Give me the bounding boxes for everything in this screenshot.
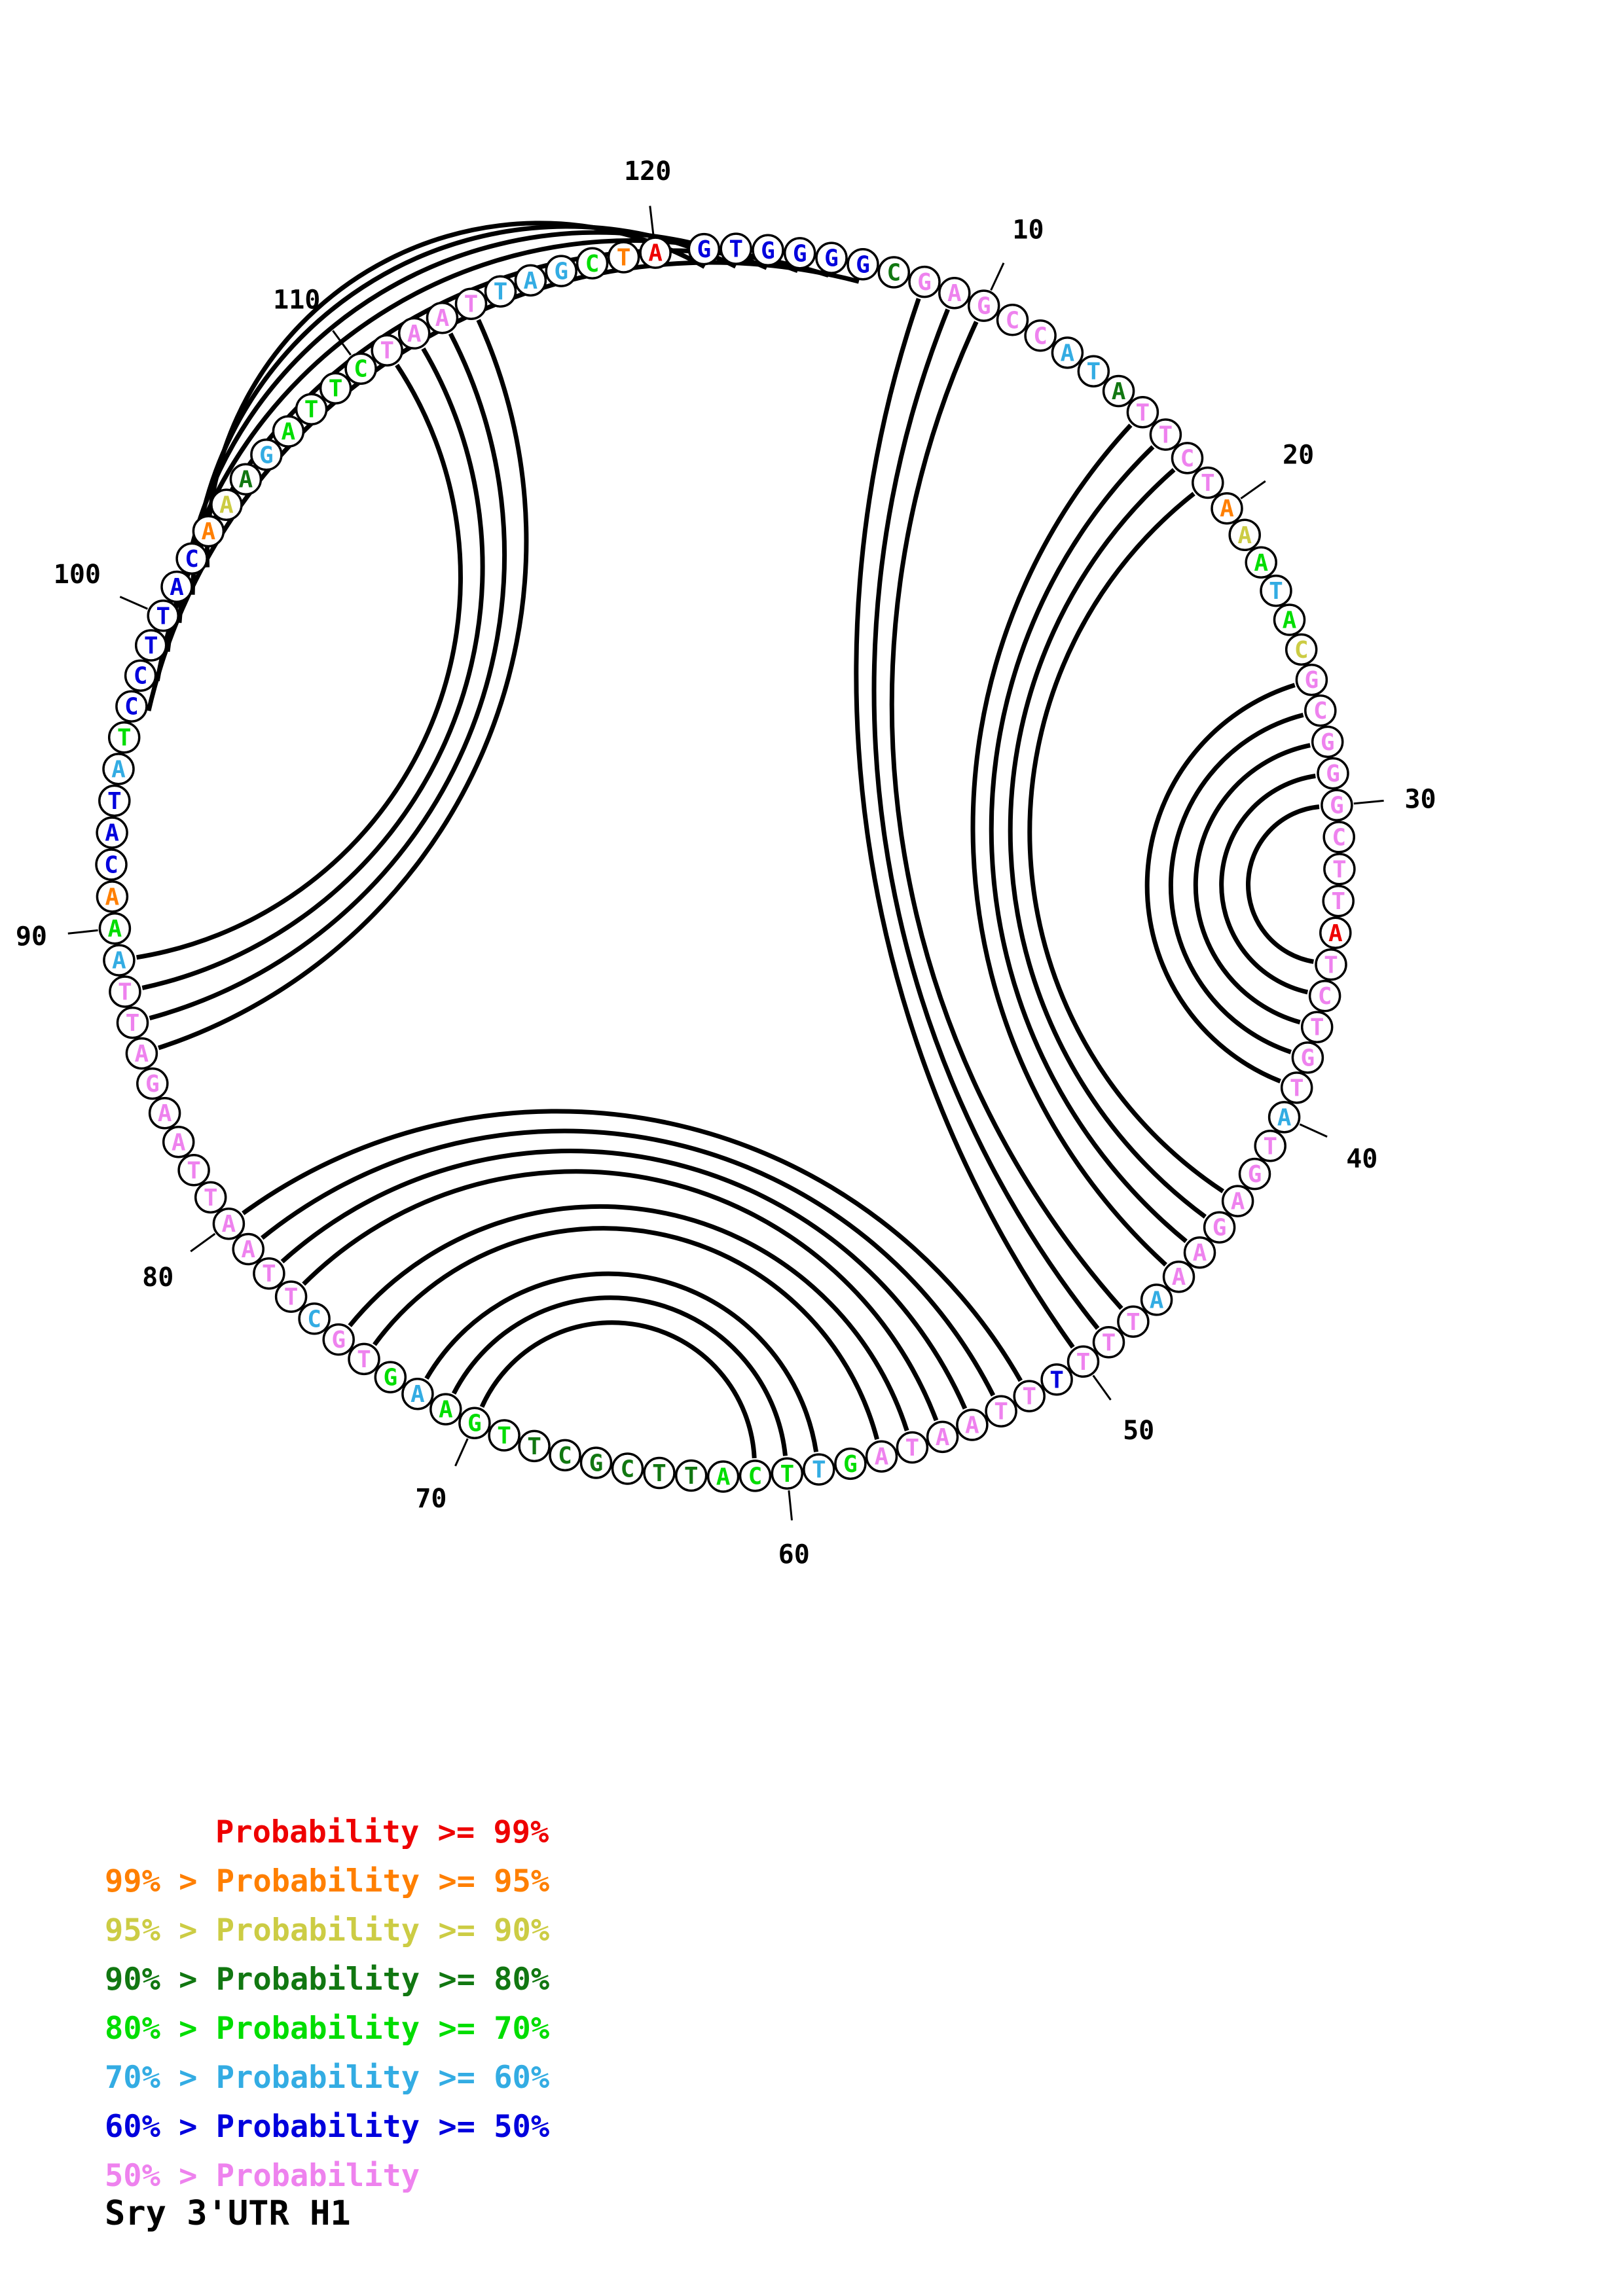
- nucleotide-letter-82: T: [187, 1157, 201, 1185]
- nucleotide-letter-94: T: [107, 787, 122, 815]
- nucleotide-letter-91: A: [105, 884, 120, 911]
- nucleotide-letter-114: T: [464, 291, 479, 318]
- nucleotide-letter-64: T: [652, 1460, 666, 1487]
- nucleotide-letter-86: A: [134, 1041, 149, 1067]
- nucleotide-letter-23: T: [1269, 578, 1283, 605]
- base-pair-arc-30-35: [1248, 807, 1319, 962]
- nucleotide-letter-49: T: [1101, 1329, 1116, 1357]
- nucleotide-letter-4: G: [792, 240, 807, 268]
- nucleotide-letter-2: T: [729, 236, 744, 263]
- plot-title: Sry 3'UTR H1: [105, 2194, 351, 2233]
- nucleotide-letter-24: A: [1282, 607, 1297, 634]
- nucleotide-letter-16: T: [1135, 399, 1150, 427]
- nucleotide-letter-110: C: [354, 355, 368, 383]
- nucleotide-letter-77: T: [283, 1283, 299, 1311]
- probability-legend: [105, 1808, 549, 2200]
- nucleotide-letter-34: A: [1328, 920, 1343, 947]
- nucleotide-letter-29: G: [1326, 761, 1340, 788]
- nucleotide-letter-45: A: [1192, 1240, 1207, 1267]
- nucleotide-letter-8: G: [917, 269, 932, 296]
- nucleotide-letter-72: A: [410, 1381, 425, 1408]
- nucleotide-letter-27: C: [1313, 698, 1328, 725]
- nucleotide-letter-97: C: [124, 693, 139, 721]
- position-label-40: 40: [1346, 1144, 1378, 1174]
- nucleotide-letter-69: T: [497, 1422, 511, 1450]
- nucleotide-letter-103: A: [201, 518, 216, 546]
- nucleotide-letter-63: T: [684, 1463, 699, 1490]
- position-label-120: 120: [624, 156, 672, 187]
- nucleotide-letter-73: G: [383, 1364, 398, 1391]
- nucleotide-letter-52: T: [1022, 1383, 1037, 1410]
- position-label-30: 30: [1404, 784, 1436, 815]
- nucleotide-letter-35: T: [1324, 952, 1338, 979]
- nucleotide-letter-14: T: [1086, 358, 1101, 386]
- nucleotide-letter-119: T: [616, 244, 631, 272]
- nucleotide-letter-56: T: [905, 1435, 920, 1462]
- nucleotide-letter-90: A: [107, 916, 122, 943]
- nucleotide-letter-12: C: [1033, 323, 1048, 350]
- nucleotide-letter-109: T: [328, 375, 343, 403]
- nucleotide-letter-18: C: [1180, 445, 1195, 473]
- nucleotide-letter-57: A: [874, 1443, 889, 1471]
- legend-row-3: 95% > Probability >= 90%: [105, 1912, 550, 1948]
- nucleotide-letter-89: A: [112, 947, 126, 975]
- position-tick-50: [1093, 1376, 1111, 1400]
- nucleotide-letter-96: T: [117, 725, 132, 752]
- nucleotide-letter-55: A: [935, 1424, 950, 1451]
- nucleotide-letter-38: G: [1300, 1045, 1315, 1072]
- nucleotide-letter-67: C: [558, 1442, 572, 1469]
- nucleotide-letter-80: A: [221, 1211, 236, 1238]
- nucleotide-letter-54: A: [965, 1412, 979, 1439]
- base-pair-arc-9-49: [874, 310, 1098, 1329]
- nucleotide-letter-62: A: [716, 1463, 731, 1491]
- nucleotide-letter-88: T: [118, 978, 132, 1006]
- nucleotide-letter-36: C: [1317, 983, 1332, 1011]
- position-label-10: 10: [1012, 215, 1044, 245]
- legend-row-1: Probability >= 99%: [215, 1814, 549, 1850]
- nucleotide-letter-92: C: [104, 852, 119, 879]
- legend-row-5: 80% > Probability >= 70%: [105, 2011, 550, 2047]
- nucleotide-letter-85: G: [145, 1071, 160, 1098]
- nucleotide-letter-115: T: [493, 278, 508, 306]
- nucleotide-letter-117: G: [554, 258, 569, 285]
- position-tick-90: [68, 930, 98, 933]
- nucleotide-letter-20: A: [1220, 495, 1234, 523]
- legend-row-8: 50% > Probability: [105, 2158, 420, 2194]
- position-label-80: 80: [142, 1262, 174, 1293]
- nucleotide-letter-87: T: [125, 1010, 140, 1037]
- nucleotide-letter-71: A: [438, 1396, 453, 1424]
- nucleotide-letter-5: G: [824, 245, 839, 272]
- nucleotide-letter-66: G: [589, 1450, 604, 1477]
- nucleotide-letter-112: A: [407, 320, 422, 348]
- nucleotide-letter-76: C: [307, 1306, 321, 1333]
- position-tick-60: [789, 1490, 792, 1520]
- legend-row-7: 60% > Probability >= 50%: [105, 2109, 550, 2145]
- nucleotide-letter-42: G: [1247, 1161, 1262, 1189]
- nucleotide-letter-47: A: [1149, 1287, 1164, 1314]
- nucleotide-letter-60: T: [780, 1460, 795, 1488]
- nucleotide-letter-107: A: [281, 418, 296, 446]
- nucleotide-letter-28: G: [1320, 728, 1335, 756]
- base-pair-arc-88-112: [142, 349, 483, 988]
- nucleotide-letter-10: G: [976, 293, 991, 320]
- nucleotide-letter-30: G: [1330, 792, 1344, 819]
- nucleotide-letter-46: A: [1171, 1264, 1186, 1291]
- legend-row-6: 70% > Probability >= 60%: [105, 2060, 550, 2096]
- nucleotide-letter-61: C: [748, 1463, 763, 1490]
- position-label-70: 70: [415, 1484, 447, 1515]
- base-pair-arc-10-48: [892, 322, 1122, 1309]
- nucleotide-letter-95: A: [111, 756, 126, 783]
- base-pair-arc-52-80: [243, 1111, 1021, 1381]
- nucleotide-letter-22: A: [1254, 549, 1269, 577]
- nucleotide-letter-43: A: [1230, 1188, 1245, 1215]
- position-label-60: 60: [778, 1539, 810, 1570]
- nucleotide-letter-84: A: [157, 1100, 172, 1128]
- base-pair-arc-87-113: [150, 334, 505, 1018]
- nucleotide-letter-118: C: [585, 250, 600, 278]
- nucleotide-letter-19: T: [1200, 470, 1215, 497]
- nucleotide-letter-100: T: [156, 603, 171, 630]
- nucleotide-letter-104: A: [219, 492, 234, 519]
- nucleotide-letter-17: T: [1158, 422, 1173, 449]
- base-pair-arc-8-50: [856, 298, 1073, 1347]
- position-tick-30: [1354, 800, 1384, 803]
- nucleotide-letter-37: T: [1309, 1014, 1324, 1041]
- nucleotide-letter-102: C: [185, 545, 199, 573]
- nucleotide-letter-7: C: [886, 259, 902, 287]
- nucleotide-letter-105: A: [238, 466, 253, 493]
- nucleotide-letter-1: G: [697, 236, 712, 264]
- position-tick-80: [191, 1234, 215, 1251]
- position-tick-70: [456, 1439, 468, 1466]
- nucleotide-letter-83: A: [171, 1129, 186, 1157]
- nucleotide-letter-15: A: [1111, 378, 1126, 405]
- position-label-110: 110: [273, 285, 321, 315]
- position-tick-120: [650, 206, 653, 236]
- nucleotide-letter-53: T: [994, 1398, 1008, 1426]
- nucleotide-letter-68: T: [527, 1433, 541, 1460]
- nucleotide-letter-51: T: [1049, 1367, 1064, 1394]
- nucleotide-letter-40: A: [1277, 1104, 1292, 1132]
- nucleotide-letter-6: G: [856, 251, 870, 279]
- nucleotide-letter-11: C: [1005, 307, 1020, 334]
- nucleotide-letter-74: T: [357, 1346, 371, 1373]
- position-label-50: 50: [1123, 1415, 1155, 1446]
- nucleotide-letter-81: T: [203, 1184, 218, 1211]
- nucleotide-letter-111: T: [380, 337, 395, 365]
- nucleotide-letter-113: A: [435, 305, 450, 332]
- nucleotide-letter-98: C: [133, 662, 148, 690]
- base-pair-arc-28-37: [1195, 745, 1310, 1022]
- nucleotide-letter-120: A: [648, 240, 663, 267]
- nucleotide-letter-21: A: [1237, 522, 1252, 549]
- nucleotide-letter-59: T: [811, 1456, 826, 1484]
- nucleotide-letter-50: T: [1076, 1348, 1091, 1376]
- nucleotide-letter-44: G: [1212, 1214, 1227, 1242]
- position-tick-40: [1300, 1124, 1327, 1137]
- nucleotide-letter-70: G: [467, 1410, 482, 1437]
- nucleotide-letter-75: G: [331, 1327, 346, 1354]
- base-pair-arc-27-38: [1171, 715, 1303, 1052]
- position-label-90: 90: [15, 921, 47, 952]
- nucleotide-letter-26: G: [1304, 667, 1319, 694]
- nucleotide-letter-106: G: [259, 442, 274, 469]
- legend-row-2: 99% > Probability >= 95%: [105, 1863, 550, 1899]
- position-tick-100: [120, 597, 147, 609]
- nucleotide-letter-79: A: [241, 1236, 256, 1263]
- position-label-100: 100: [53, 560, 101, 590]
- legend-row-4: 90% > Probability >= 80%: [105, 1962, 550, 1998]
- nucleotide-letter-13: A: [1060, 340, 1075, 367]
- nucleotide-letter-78: T: [262, 1261, 276, 1288]
- nucleotide-letter-58: G: [843, 1450, 858, 1478]
- nucleotide-letter-3: G: [761, 237, 775, 264]
- nucleotide-letter-65: C: [620, 1456, 635, 1483]
- nucleotide-letter-41: T: [1263, 1133, 1278, 1160]
- nucleotide-letter-32: T: [1332, 856, 1347, 884]
- nucleotide-letter-108: T: [304, 396, 319, 423]
- nucleotides: [96, 234, 1355, 1492]
- nucleotide-letter-93: A: [105, 819, 119, 847]
- nucleotide-letter-31: C: [1332, 824, 1347, 852]
- nucleotide-letter-48: T: [1126, 1308, 1140, 1336]
- position-tick-10: [991, 263, 1004, 291]
- nucleotide-letter-9: A: [947, 280, 962, 308]
- nucleotide-letter-101: A: [170, 574, 184, 601]
- nucleotide-letter-25: C: [1294, 636, 1309, 664]
- nucleotide-letter-116: A: [523, 267, 538, 295]
- position-tick-20: [1241, 481, 1266, 499]
- nucleotide-letter-39: T: [1289, 1075, 1304, 1102]
- nucleotide-letter-99: T: [143, 632, 158, 660]
- position-label-20: 20: [1283, 440, 1315, 471]
- nucleotide-letter-33: T: [1331, 888, 1346, 916]
